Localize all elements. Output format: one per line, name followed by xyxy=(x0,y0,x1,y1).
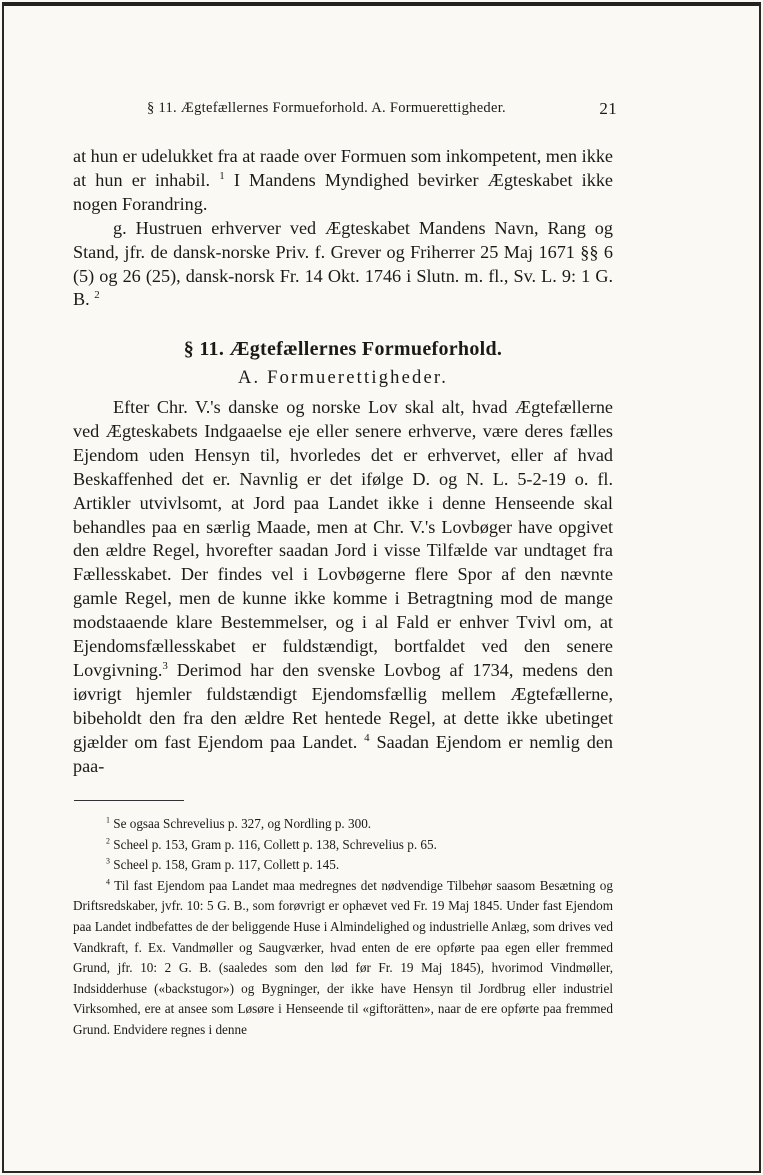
paragraph-main: Efter Chr. V.'s danske og norske Lov skal alt, hvad Ægtefællerne ved Ægteskabets Indgaaelse eje eller senere erhverve, være deres fælles Ejendom uden Hensyn til, hvorledes det er erhvervet, eller af hvad Beskaffenhed det er. Navnlig er det ifølge D. og N. L. 5-2-19 o. fl. Artikler utvivlsomt, at Jord paa Landet ikke i denne Henseende skal behandles paa en særlig Maade, men at Chr. V.'s Lovbøger have opgivet den ældre Regel, hvorefter saadan Jord i visse Tilfælde var undtaget fra Fællesskabet. Der findes vel i Lovbøgerne flere Spor af den nævnte gamle Regel, men de kunne ikke komme i Betragtning mod de mange modstaaende klare Bestemmelser, og i al Fald er enhver Tvivl om, at Ejendomsfællesskabet er fuldstændigt, bortfaldet ved den senere Lovgivning.$^3$ Derimod har den svenske Lovbog af 1734, medens den iøvrigt hjemler fuldstændigt Ejendomsfællig mellem Ægtefællerne, bibeholdt den fra den ældre Ret hentede Regel, at dette ikke ubetinget gjælder om fast Ejendom paa Landet. $^4$ Saadan Ejendom er nemlig den paa- xyxy=(73,397,613,776)
running-title: § 11. Ægtefællernes Formueforhold. A. Formuerettigheder. xyxy=(147,100,506,116)
paragraph-continuation: at hun er udelukket fra at raade over Formuen som inkompetent, men ikke at hun er inhabil. $^1$ I Mandens Myndighed bevirker Ægteskabet ikke nogen Forandring. xyxy=(73,146,613,214)
section-title: § 11. Ægtefællernes Formueforhold. xyxy=(183,338,503,360)
footnote-2: $^2$ Scheel p. 153, Gram p. 116, Collett p. 138, Schrevelius p. 65. xyxy=(106,836,437,852)
body-text-section xyxy=(73,396,613,779)
subsection-title: A. Formuerettigheder. xyxy=(237,368,449,388)
footnote-3: $^3$ Scheel p. 158, Gram p. 117, Collett p. 145. xyxy=(106,856,340,873)
footnote-4: $^4$ Til fast Ejendom paa Landet maa medregnes det nødvendige Tilbehør saasom Besætning og Driftsredskaber, jvfr. 10: 5 G. B., som forøvrigt er ophævet ved Fr. 19 Maj 1845. Under fast Ejendom paa Landet indbefattes de der beliggende Huse i Almindelighed og industrielle Anlæg, som drives ved Vandkraft, f. Ex. Vandmøller og Saugværker, hvad enten de ere opførte paa egen eller fremmed Grund, jfr. 10: 2 G. B. (saaledes som den lød før Fr. 19 Maj 1845), hvorimod Vindmøller, Indsidderhuse («backstugor») og Bygninger, der ikke have Hensyn til Jordbrug eller industriel Virksomhed, ere at ansee som Løsøre i Henseende til «giftorätten», naar de ere opførte paa fremmed Grund. Endvidere regnes i denne xyxy=(73,877,613,1037)
footnote-ref-4: 4 xyxy=(364,731,370,744)
footnote-ref-3: 3 xyxy=(162,659,168,672)
body-text-top xyxy=(73,145,613,312)
footnote-ref-2: 2 xyxy=(94,289,100,302)
running-head xyxy=(147,100,617,117)
page-number: 21 xyxy=(599,99,617,118)
footnote-1: $^1$ Se ogsaa Schrevelius p. 327, og Nordling p. 300. xyxy=(106,815,372,831)
footnote-rule xyxy=(74,800,184,801)
footnotes xyxy=(73,814,613,1041)
footnote-ref-1: 1 xyxy=(219,169,225,182)
paragraph-g: g. Hustruen erhverver ved Ægteskabet Mandens Navn, Rang og Stand, jfr. de dansk-norske Priv. f. Grever og Friherrer 25 Maj 1671 §§ 6 (5) og 26 (25), dansk-norsk Fr. 14 Okt. 1746 i Slutn. m. fl., Sv. L. 9: 1 G. B. $^2$ xyxy=(73,217,613,310)
